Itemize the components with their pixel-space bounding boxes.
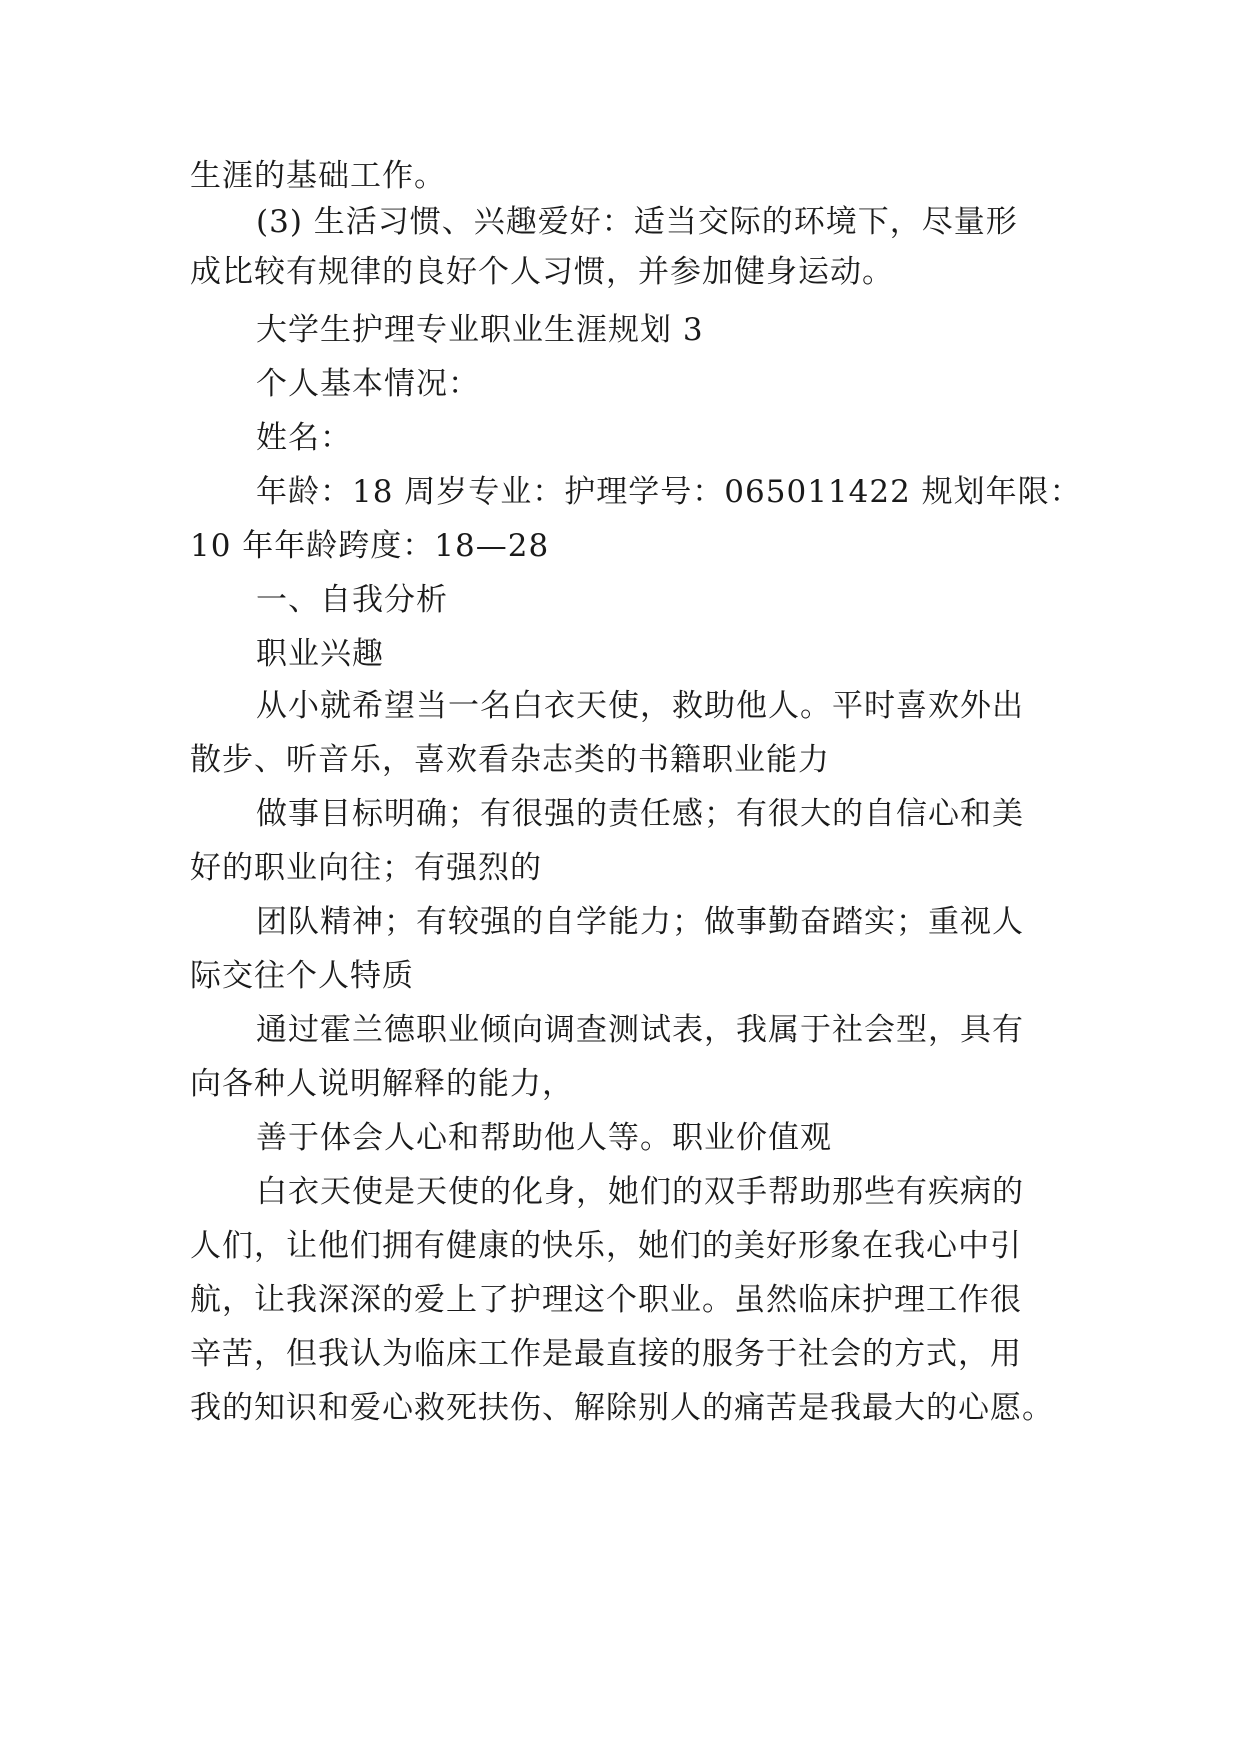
text-line: 通过霍兰德职业倾向调查测试表，我属于社会型，具有 — [256, 1012, 1024, 1048]
text-line: 做事目标明确；有很强的责任感；有很大的自信心和美 — [256, 796, 1024, 832]
text-line: (3) 生活习惯、兴趣爱好：适当交际的环境下，尽量形 — [256, 204, 1018, 240]
text-line: 10 年年龄跨度：18—28 — [190, 528, 550, 564]
text-line: 个人基本情况： — [256, 366, 480, 402]
text-line: 从小就希望当一名白衣天使，救助他人。平时喜欢外出 — [256, 688, 1024, 724]
text-line: 姓名： — [256, 420, 352, 456]
text-line: 白衣天使是天使的化身，她们的双手帮助那些有疾病的 — [256, 1174, 1024, 1210]
text-line: 成比较有规律的良好个人习惯，并参加健身运动。 — [190, 254, 894, 290]
text-line: 团队精神；有较强的自学能力；做事勤奋踏实；重视人 — [256, 904, 1024, 940]
subheading: 职业兴趣 — [256, 636, 384, 672]
text-line: 散步、听音乐，喜欢看杂志类的书籍职业能力 — [190, 742, 830, 778]
text-line: 际交往个人特质 — [190, 958, 414, 994]
text-line: 好的职业向往；有强烈的 — [190, 850, 542, 886]
text-line: 人们，让他们拥有健康的快乐，她们的美好形象在我心中引 — [190, 1228, 1022, 1264]
text-line: 我的知识和爱心救死扶伤、解除别人的痛苦是我最大的心愿。 — [190, 1390, 1054, 1426]
section-title: 大学生护理专业职业生涯规划 3 — [256, 312, 704, 348]
text-line: 向各种人说明解释的能力， — [190, 1066, 574, 1102]
text-line: 年龄：18 周岁专业：护理学号：065011422 规划年限： — [256, 474, 1082, 510]
text-line: 航，让我深深的爱上了护理这个职业。虽然临床护理工作很 — [190, 1282, 1022, 1318]
text-line: 辛苦，但我认为临床工作是最直接的服务于社会的方式，用 — [190, 1336, 1022, 1372]
text-line: 生涯的基础工作。 — [190, 158, 446, 194]
heading: 一、自我分析 — [256, 582, 448, 618]
text-line: 善于体会人心和帮助他人等。职业价值观 — [256, 1120, 832, 1156]
